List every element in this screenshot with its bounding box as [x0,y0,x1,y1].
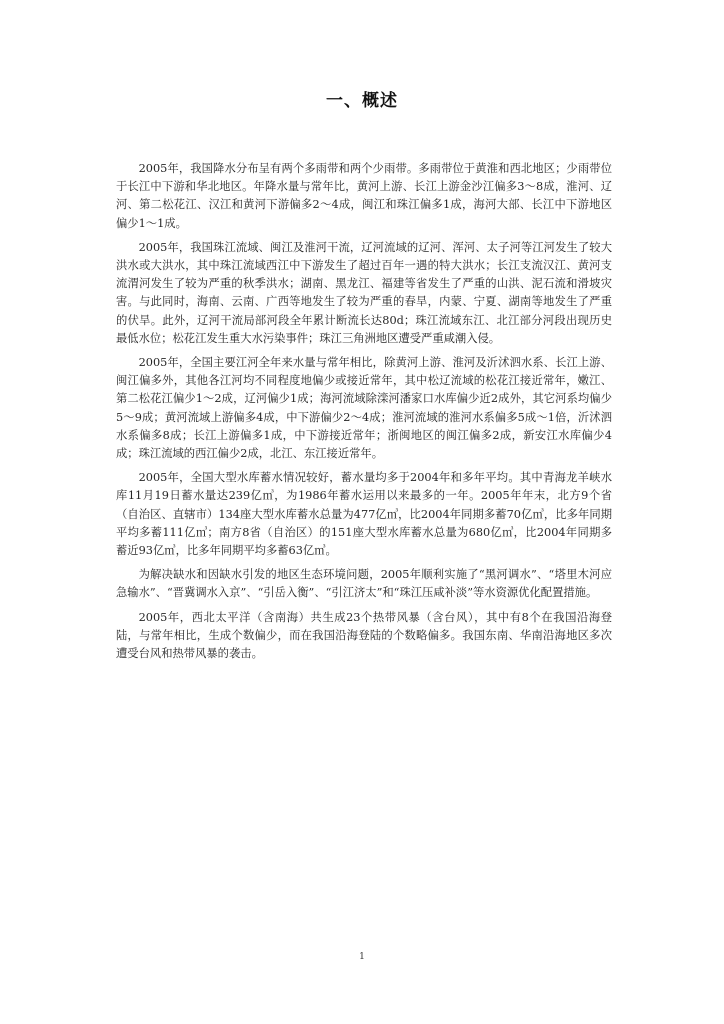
paragraph-floods-droughts: 2005年，我国珠江流域、闽江及淮河干流，辽河流域的辽河、浑河、太子河等江河发生了较大洪水或大洪水，其中珠江流域西江中下游发生了超过百年一遇的特大洪水；长江支流汉江、黄河支流渭河发生了较为严重的秋季洪水；湖南、黑龙江、福建等省发生了严重的山洪、泥石流和滑坡灾害。与此同时，海南、云南、广西等地发生了较为严重的春旱，内蒙、宁夏、湖南等地发生了严重的伏旱。此外，辽河干流局部河段全年累计断流长达80d；珠江流域东江、北江部分河段出现历史最低水位；松花江发生重大水污染事件；珠江三角洲地区遭受严重咸潮入侵。 [116,240,612,345]
paragraph-river-inflow: 2005年，全国主要江河全年来水量与常年相比，除黄河上游、淮河及沂沭泗水系、长江上游、闽江偏多外，其他各江河均不同程度地偏少或接近常年，其中松辽流域的松花江接近常年，嫩江、第二松花江偏少1～2成，辽河偏少1成；海河流域除滦河潘家口水库偏少近2成外，其它河系均偏少5～9成；黄河流域上游偏多4成，中下游偏少2～4成；淮河流域的淮河水系偏多5成～1倍，沂沭泗水系偏多8成；长江上游偏多1成，中下游接近常年；浙闽地区的闽江偏多2成，新安江水库偏少4成；珠江流域的西江偏少2成，北江、东江接近常年。 [116,356,612,461]
paragraph-reservoir-storage: 2005年，全国大型水库蓄水情况较好，蓄水量均多于2004年和多年平均。其中青海龙羊峡水库11月19日蓄水量达239亿㎥，为1986年蓄水运用以来最多的一年。2005年年末，北方9个省（自治区、直辖市）134座大型水库蓄水总量为477亿㎥，比2004年同期多蓄70亿㎥，比多年同期平均多蓄111亿㎥；南方8省（自治区）的151座大型水库蓄水总量为680亿㎥，比2004年同期多蓄近93亿㎥，比多年同期平均多蓄63亿㎥。 [116,471,612,558]
body-text [116,160,612,669]
paragraph-water-transfer: 为解决缺水和因缺水引发的地区生态环境问题，2005年顺利实施了“黑河调水”、“塔里木河应急输水”、“晋冀调水入京”、“引岳入衡”、“引江济太”和“珠江压咸补淡”等水资源优化配置措施。 [116,568,612,600]
paragraph-typhoons: 2005年，西北太平洋（含南海）共生成23个热带风暴（含台风），其中有8个在我国沿海登陆，与常年相比，生成个数偏少，而在我国沿海登陆的个数略偏多。我国东南、华南沿海地区多次遭受台风和热带风暴的袭击。 [116,610,612,661]
page-number: 1 [359,952,365,962]
section-title: 一、概述 [326,91,398,111]
paragraph-precipitation: 2005年，我国降水分布呈有两个多雨带和两个少雨带。多雨带位于黄淮和西北地区；少雨带位于长江中下游和华北地区。年降水量与常年比，黄河上游、长江上游金沙江偏多3～8成，淮河、辽河、第二松花江、汉江和黄河下游偏多2～4成，闽江和珠江偏多1成，海河大部、长江中下游地区偏少1～1成。 [116,162,612,230]
